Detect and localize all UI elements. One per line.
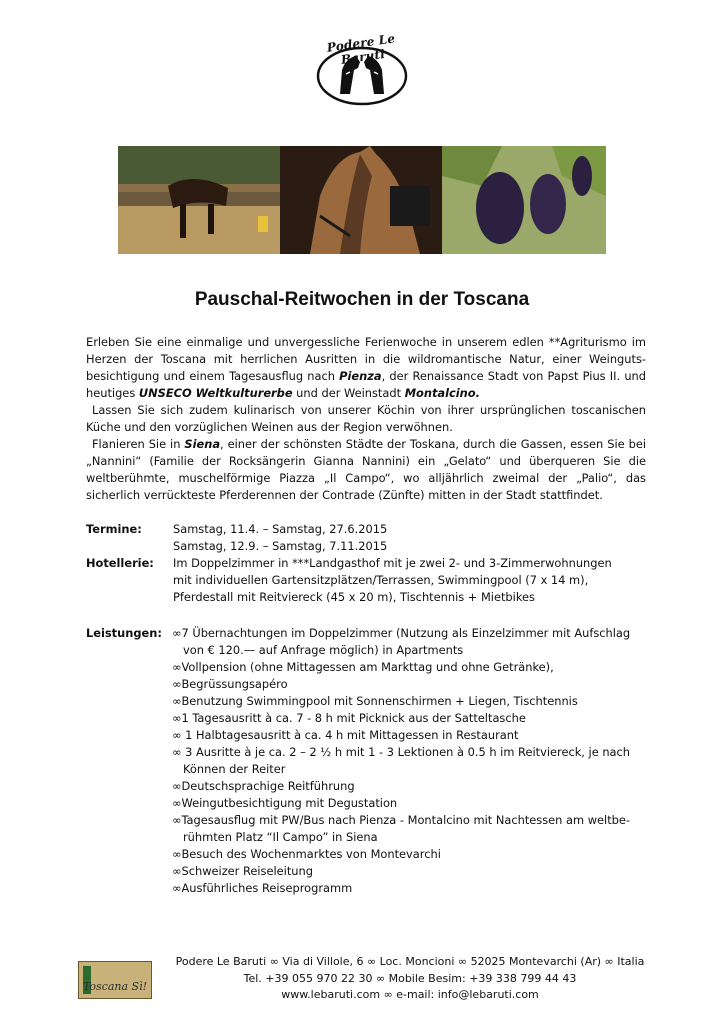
badge-text: Toscana Sì! <box>82 980 148 993</box>
leistungen-list <box>172 625 652 897</box>
list-item: ∞Deutschsprachige Reitführung <box>172 779 355 793</box>
photo-strip <box>118 146 606 254</box>
list-item: ∞1 Tagesausritt à ca. 7 - 8 h mit Picknick aus der Satteltasche <box>172 711 526 725</box>
list-item: ∞ 1 Halbtagesausritt à ca. 4 h mit Mittagessen in Restaurant <box>172 728 519 742</box>
intro-text <box>86 334 646 504</box>
hotellerie-label: Hotellerie: <box>86 556 154 570</box>
footer-phone: Tel. +39 055 970 22 30 ∞ Mobile Besim: +39 338 799 44 43 <box>243 971 577 985</box>
termine-label: Termine: <box>86 522 142 536</box>
footer-web[interactable]: www.lebaruti.com ∞ e-mail: info@lebaruti.com <box>281 988 539 1001</box>
toscana-badge <box>78 961 152 999</box>
list-item: ∞Besuch des Wochenmarktes von Montevarchi <box>172 847 441 861</box>
list-item: ∞ 3 Ausritte à je ca. 2 – 2 ½ h mit 1 - 3 Lektionen à 0.5 h im Reitviereck, je nach Können der Reiter <box>172 745 631 776</box>
leistungen-label: Leistungen: <box>86 626 162 640</box>
hotellerie-line: Pferdestall mit Reitviereck (45 x 20 m), Tischtennis + Mietbikes <box>173 590 535 604</box>
intro-paragraph-3: Flanieren Sie in Siena, einer der schönsten Städte der Toskana, durch die Gassen, essen Sie bei „Nannini“ (Familie der Rocksängerin Gianna Nannini) ein „Gelato“ und überqueren Sie die weltberühmte, muschelförmige Piazza „Il Campo“, wo alljährlich zweimal der „Palio“, das sicherlich verrückteste Pferderennen der Contrade (Zünfte) mitten in der Stadt stattfindet. <box>86 437 646 502</box>
list-item: ∞Ausführliches Reiseprogramm <box>172 881 353 895</box>
list-item: ∞Begrüssungsapéro <box>172 677 288 691</box>
saddle-photo <box>118 146 280 254</box>
list-item: ∞Benutzung Swimmingpool mit Sonnenschirmen + Liegen, Tischtennis <box>172 694 578 708</box>
logo-brand-text: Podere Le Baruti <box>326 31 397 67</box>
hotellerie-line: mit individuellen Gartensitzplätzen/Terrassen, Swimmingpool (7 x 14 m), <box>173 573 589 587</box>
intro-paragraph-2: Lassen Sie sich zudem kulinarisch von unserer Köchin von ihrer ursprünglichen toscanischen Küche und den vorzüglichen Weinen aus der Region verwöhnen. <box>86 403 646 434</box>
footer-address: Podere Le Baruti ∞ Via di Villole, 6 ∞ Loc. Moncioni ∞ 52025 Montevarchi (Ar) ∞ Italia <box>175 955 645 968</box>
list-item: ∞7 Übernachtungen im Doppelzimmer (Nutzung als Einzelzimmer mit Aufschlag von € 120.— auf Anfrage möglich) in Apartments <box>172 626 631 657</box>
horse-photo <box>280 146 442 254</box>
page-title: Pauschal-Reitwochen in der Toscana <box>194 289 530 310</box>
list-item: ∞Weingutbesichtigung mit Degustation <box>172 796 398 810</box>
footer <box>150 954 670 1004</box>
termine-line: Samstag, 12.9. – Samstag, 7.11.2015 <box>173 539 388 553</box>
grapes-photo <box>442 146 606 254</box>
termine-line: Samstag, 11.4. – Samstag, 27.6.2015 <box>173 522 388 536</box>
list-item: ∞Tagesausflug mit PW/Bus nach Pienza - Montalcino mit Nachtessen am weltbe- rühmten Platz “Il Campo” in Siena <box>172 813 631 844</box>
list-item: ∞Vollpension (ohne Mittagessen am Markttag und ohne Getränke), <box>172 660 554 674</box>
intro-paragraph-1: Erleben Sie eine einmalige und unvergessliche Ferienwoche in unserem edlen **Agriturismo im Herzen der Toscana mit herrlichen Ausritten in die wildromantische Natur, einer Weinguts-besichtigung und einem Tagesausflug nach Pienza, der Renaissance Stadt von Papst Pius II. und heutiges UNSECO Weltkulturerbe und der Weinstadt Montalcino. <box>86 335 646 400</box>
logo <box>306 18 418 110</box>
hotellerie-line: Im Doppelzimmer in ***Landgasthof mit je zwei 2- und 3-Zimmerwohnungen <box>173 556 612 570</box>
list-item: ∞Schweizer Reiseleitung <box>172 864 313 878</box>
